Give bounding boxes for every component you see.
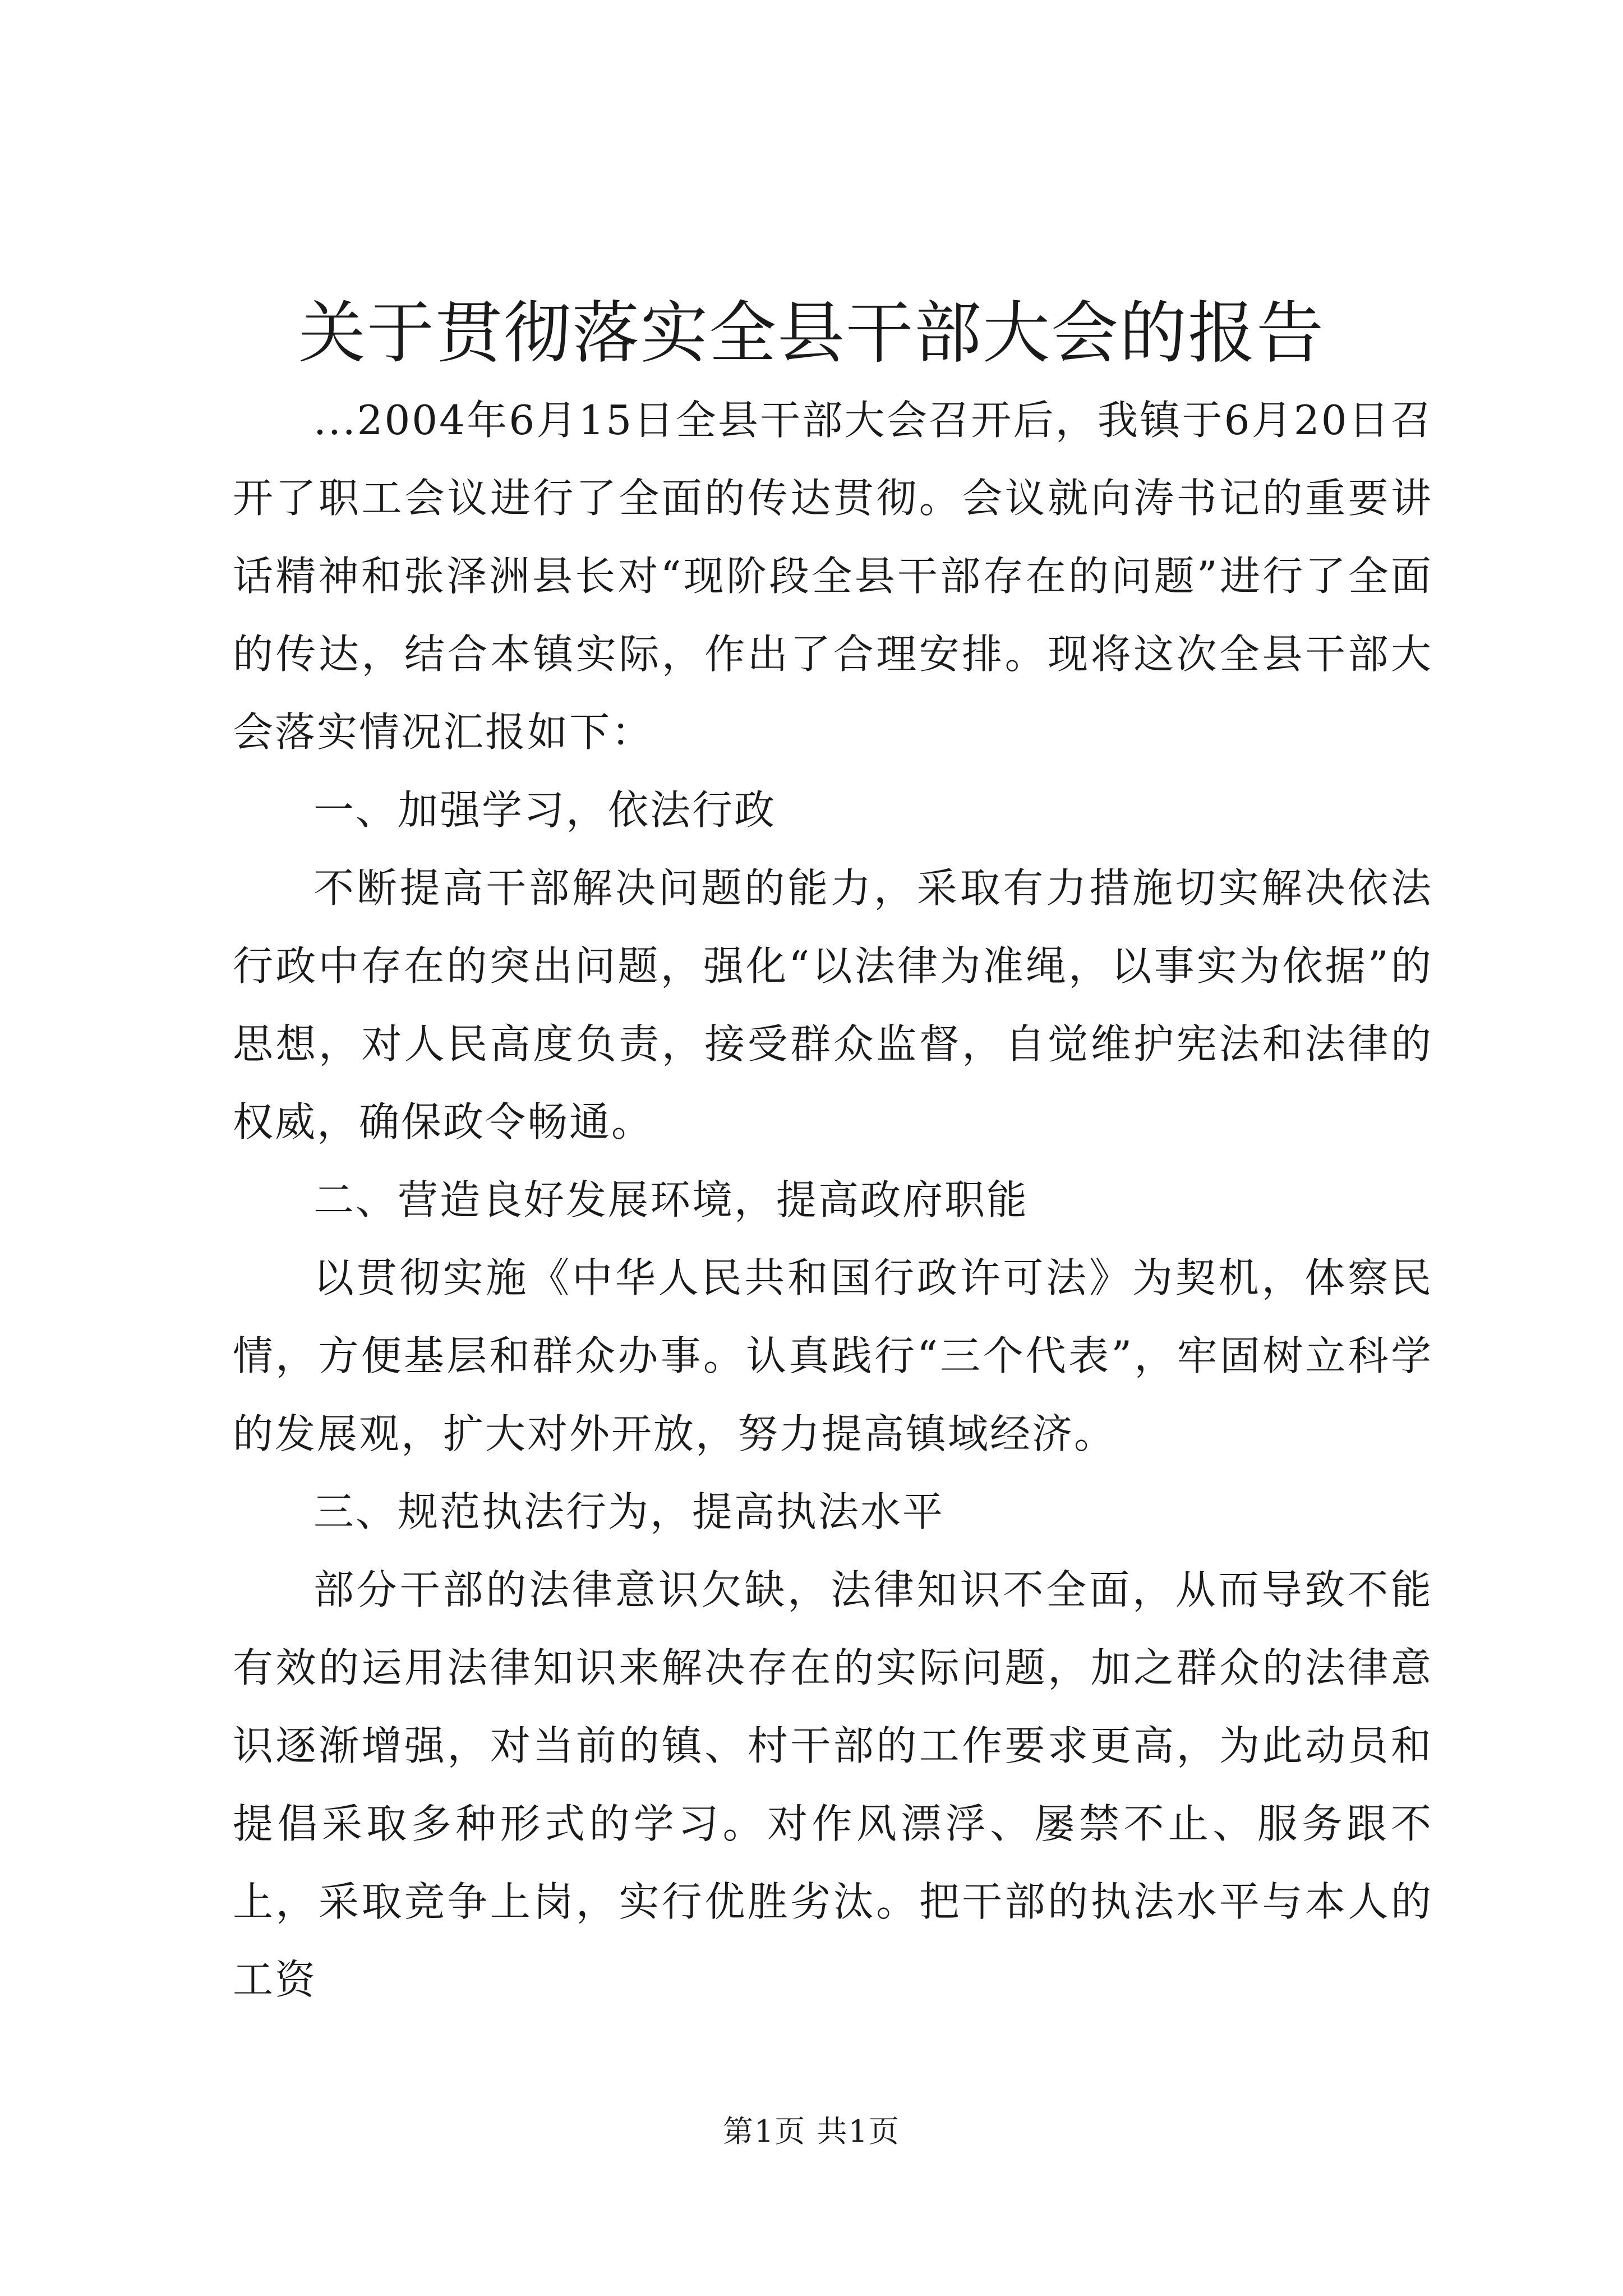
page-number-footer: 第1页 共1页 [723, 2114, 900, 2149]
paragraph-section-1: 不断提高干部解决问题的能力，采取有力措施切实解决依法行政中存在的突出问题，强化“以法律为准绳，以事实为依据”的思想，对人民高度负责，接受群众监督，自觉维护宪法和法律的权威，确保政令畅通。 [233, 864, 1433, 1145]
document-body [233, 381, 1433, 2019]
document-title: 关于贯彻落实全县干部大会的报告 [298, 295, 1325, 372]
paragraph-intro: ...2004年6月15日全县干部大会召开后，我镇于6月20日召开了职工会议进行了全面的传达贯彻。会议就向涛书记的重要讲话精神和张泽洲县长对“现阶段全县干部存在的问题”进行了全面的传达，结合本镇实际，作出了合理安排。现将这次全县干部大会落实情况汇报如下： [233, 397, 1433, 756]
section-heading-3: 三、规范执法行为，提高执法水平 [313, 1488, 945, 1535]
paragraph-section-3: 部分干部的法律意识欠缺，法律知识不全面，从而导致不能有效的运用法律知识来解决存在的实际问题，加之群众的法律意识逐渐增强，对当前的镇、村干部的工作要求更高，为此动员和提倡采取多种形式的学习。对作风漂浮、屡禁不止、服务跟不上，采取竞争上岗，实行优胜劣汰。把干部的执法水平与本人的工资 [233, 1566, 1433, 2003]
paragraph-section-2: 以贯彻实施《中华人民共和国行政许可法》为契机，体察民情，方便基层和群众办事。认真践行“三个代表”，牢固树立科学的发展观，扩大对外开放，努力提高镇域经济。 [233, 1254, 1433, 1457]
section-heading-2: 二、营造良好发展环境，提高政府职能 [313, 1176, 1029, 1223]
section-heading-1: 一、加强学习，依法行政 [313, 786, 777, 834]
